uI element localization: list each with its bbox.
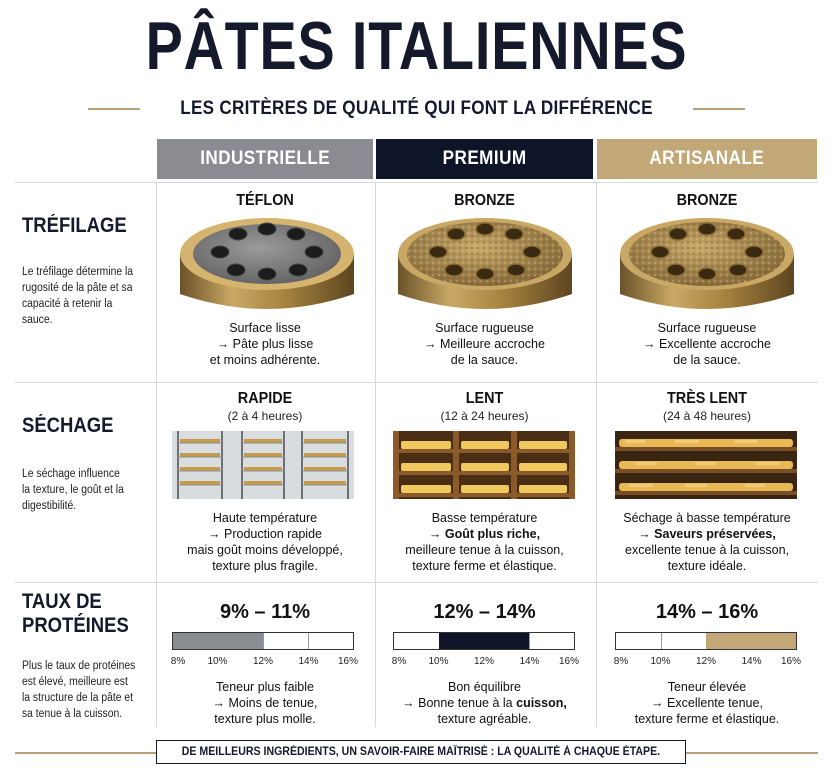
die-type-label: BRONZE — [454, 192, 515, 209]
emphasis: cuisson, — [516, 696, 567, 710]
scale-tick-label: 8% — [391, 656, 407, 667]
row-description-trefilage: Le tréfilage détermine la rugosité de la pâte et sa capacité à retenir la sauce. — [22, 266, 134, 326]
proteines-text-artisanale — [597, 679, 817, 727]
column-header-industrielle: INDUSTRIELLE — [157, 139, 373, 179]
grid-line — [15, 582, 818, 583]
grid-line — [15, 182, 818, 183]
trefilage-cell-artisanale — [597, 192, 817, 210]
text-rest: Production rapide — [224, 527, 322, 541]
scale-tick-label: 16% — [780, 656, 802, 667]
grid-line — [15, 382, 818, 383]
scale-tick-label: 8% — [170, 656, 186, 667]
protein-range-artisanale: 14% – 16% — [655, 601, 759, 623]
page-title: PÂTES ITALIENNES — [145, 8, 688, 84]
grid-line — [156, 182, 157, 727]
industrial-drying-rack-image — [172, 431, 354, 499]
sechage-text-artisanale — [597, 510, 817, 574]
text-line: texture plus molle. — [214, 712, 316, 726]
text-line — [157, 695, 373, 711]
text-line: de la sauce. — [673, 353, 741, 367]
protein-scale-ticks — [170, 656, 359, 670]
sechage-cell-artisanale — [597, 390, 817, 423]
scale-tick-label: 14% — [741, 656, 762, 667]
scale-tick-label: 14% — [298, 656, 319, 667]
grid-line — [596, 182, 597, 727]
arrow-prefix: → Bonne tenue à la — [402, 696, 517, 710]
protein-bar-premium — [393, 632, 575, 650]
row-description-proteines: Plus le taux de protéines est élevé, meilleure est la structure de la pâte et sa tenue à la cuisson. — [22, 660, 136, 720]
text-line: texture idéale. — [667, 559, 747, 573]
text-rest: Excellente tenue, — [667, 696, 763, 710]
protein-bar-industrielle — [172, 632, 354, 650]
trefilage-text-artisanale — [597, 320, 817, 368]
scale-tick-label: 14% — [519, 656, 540, 667]
protein-bar-fill — [439, 633, 529, 649]
arrow-prefix: → — [638, 527, 655, 541]
protein-bar-fill — [706, 633, 796, 649]
proteines-text-industrielle — [157, 679, 373, 727]
text-line — [376, 526, 593, 542]
scale-tick-label: 12% — [473, 656, 495, 667]
footer-text: DE MEILLEURS INGRÉDIENTS, UN SAVOIR-FAIRE MAÎTRISÉ : LA QUALITÉ À CHAQUE ÉTAPE. — [181, 746, 661, 758]
arrow-prefix: → — [212, 696, 229, 710]
text-line: texture plus fragile. — [212, 559, 318, 573]
drying-duration: (24 à 48 heures) — [662, 409, 752, 423]
text-line: texture agréable. — [437, 712, 532, 726]
trefilage-cell-industrielle — [157, 192, 373, 210]
wooden-drying-rack-image — [393, 431, 575, 499]
row-title-line: PROTÉINES — [22, 614, 129, 637]
arrow-prefix: → — [208, 527, 224, 541]
column-header-premium: PREMIUM — [376, 139, 593, 179]
drying-speed-label: TRÈS LENT — [666, 390, 747, 407]
text-line: → Pâte plus lisse — [216, 337, 314, 351]
die-type-label: BRONZE — [676, 192, 738, 209]
text-line: mais goût moins développé, — [187, 543, 343, 557]
drying-duration: (2 à 4 heures) — [227, 409, 303, 423]
text-line: Teneur plus faible — [216, 680, 314, 694]
sechage-text-industrielle — [157, 510, 373, 574]
trefilage-text-premium — [376, 320, 593, 368]
scale-tick-label: 16% — [558, 656, 580, 667]
text-line: et moins adhérente. — [209, 353, 321, 367]
die-type-label: TÉFLON — [236, 192, 294, 209]
proteines-text-premium — [376, 679, 593, 727]
text-line: Surface rugueuse — [657, 321, 757, 335]
page-subtitle: LES CRITÈRES DE QUALITÉ QUI FONT LA DIFFÉRENCE — [180, 98, 653, 119]
scale-tick-label: 10% — [650, 656, 671, 667]
emphasis: Saveurs préservées, — [654, 527, 776, 541]
arrow-prefix: → — [651, 696, 668, 710]
text-line: Teneur élevée — [667, 680, 747, 694]
sechage-cell-industrielle — [157, 390, 373, 423]
subtitle-rule-left — [88, 108, 140, 110]
scale-tick-label: 12% — [695, 656, 717, 667]
sechage-cell-premium — [376, 390, 593, 423]
text-line: texture ferme et élastique. — [634, 712, 780, 726]
teflon-die-image — [178, 214, 356, 310]
trefilage-text-industrielle — [157, 320, 373, 368]
scale-tick-label: 16% — [337, 656, 359, 667]
footer-rule-right — [686, 752, 818, 754]
arrow-prefix: → — [428, 527, 445, 541]
text-line: Haute température — [212, 511, 318, 525]
text-line: meilleure tenue à la cuisson, — [405, 543, 564, 557]
protein-bar-artisanale — [615, 632, 797, 650]
protein-bar-fill — [173, 633, 263, 649]
text-line — [597, 526, 817, 542]
bronze-die-image — [618, 214, 796, 310]
sechage-text-premium — [376, 510, 593, 574]
text-line: Surface rugueuse — [435, 321, 534, 335]
protein-range-industrielle: 9% – 11% — [219, 601, 311, 623]
scale-tick-label: 10% — [428, 656, 449, 667]
scale-tick-label: 8% — [613, 656, 629, 667]
row-title-trefilage: TRÉFILAGE — [22, 214, 127, 237]
text-line: texture ferme et élastique. — [412, 559, 557, 573]
protein-scale-ticks — [613, 656, 802, 670]
subtitle-row — [0, 94, 833, 124]
text-line: Séchage à basse température — [623, 511, 791, 525]
scale-tick-label: 12% — [252, 656, 274, 667]
row-title-proteines — [22, 590, 129, 638]
text-line: Bon équilibre — [448, 680, 521, 694]
text-line — [597, 695, 817, 711]
row-description-sechage: Le séchage influence la texture, le goût et la digestibilité. — [22, 468, 124, 512]
text-line: Basse température — [431, 511, 538, 525]
text-rest: Moins de tenue, — [228, 696, 318, 710]
drying-speed-label: LENT — [465, 390, 504, 407]
protein-scale-ticks — [391, 656, 580, 670]
text-line — [157, 526, 373, 542]
text-line: de la sauce. — [450, 353, 519, 367]
column-header-artisanale: ARTISANALE — [597, 139, 817, 179]
drying-duration: (12 à 24 heures) — [440, 409, 529, 423]
text-line: → Meilleure accroche — [424, 337, 545, 351]
row-title-sechage: SÉCHAGE — [22, 414, 114, 437]
footer-banner — [156, 740, 686, 764]
text-line: Surface lisse — [229, 321, 301, 335]
footer-rule-left — [15, 752, 156, 754]
row-title-line: TAUX DE — [22, 590, 102, 613]
text-line — [376, 695, 593, 711]
bar-divider — [308, 633, 309, 649]
text-line: → Excellente accroche — [643, 337, 771, 351]
drying-speed-label: RAPIDE — [237, 390, 293, 407]
protein-range-premium: 12% – 14% — [433, 601, 536, 623]
grid-line — [375, 182, 376, 727]
bronze-die-image — [396, 214, 574, 310]
scale-tick-label: 10% — [207, 656, 228, 667]
text-line: excellente tenue à la cuisson, — [625, 543, 789, 557]
bar-divider — [661, 633, 662, 649]
bar-divider — [529, 633, 530, 649]
artisanal-drying-rack-image — [615, 431, 797, 499]
subtitle-rule-right — [693, 108, 745, 110]
bar-divider — [263, 633, 264, 649]
emphasis: Goût plus riche, — [444, 527, 541, 541]
trefilage-cell-premium — [376, 192, 593, 210]
